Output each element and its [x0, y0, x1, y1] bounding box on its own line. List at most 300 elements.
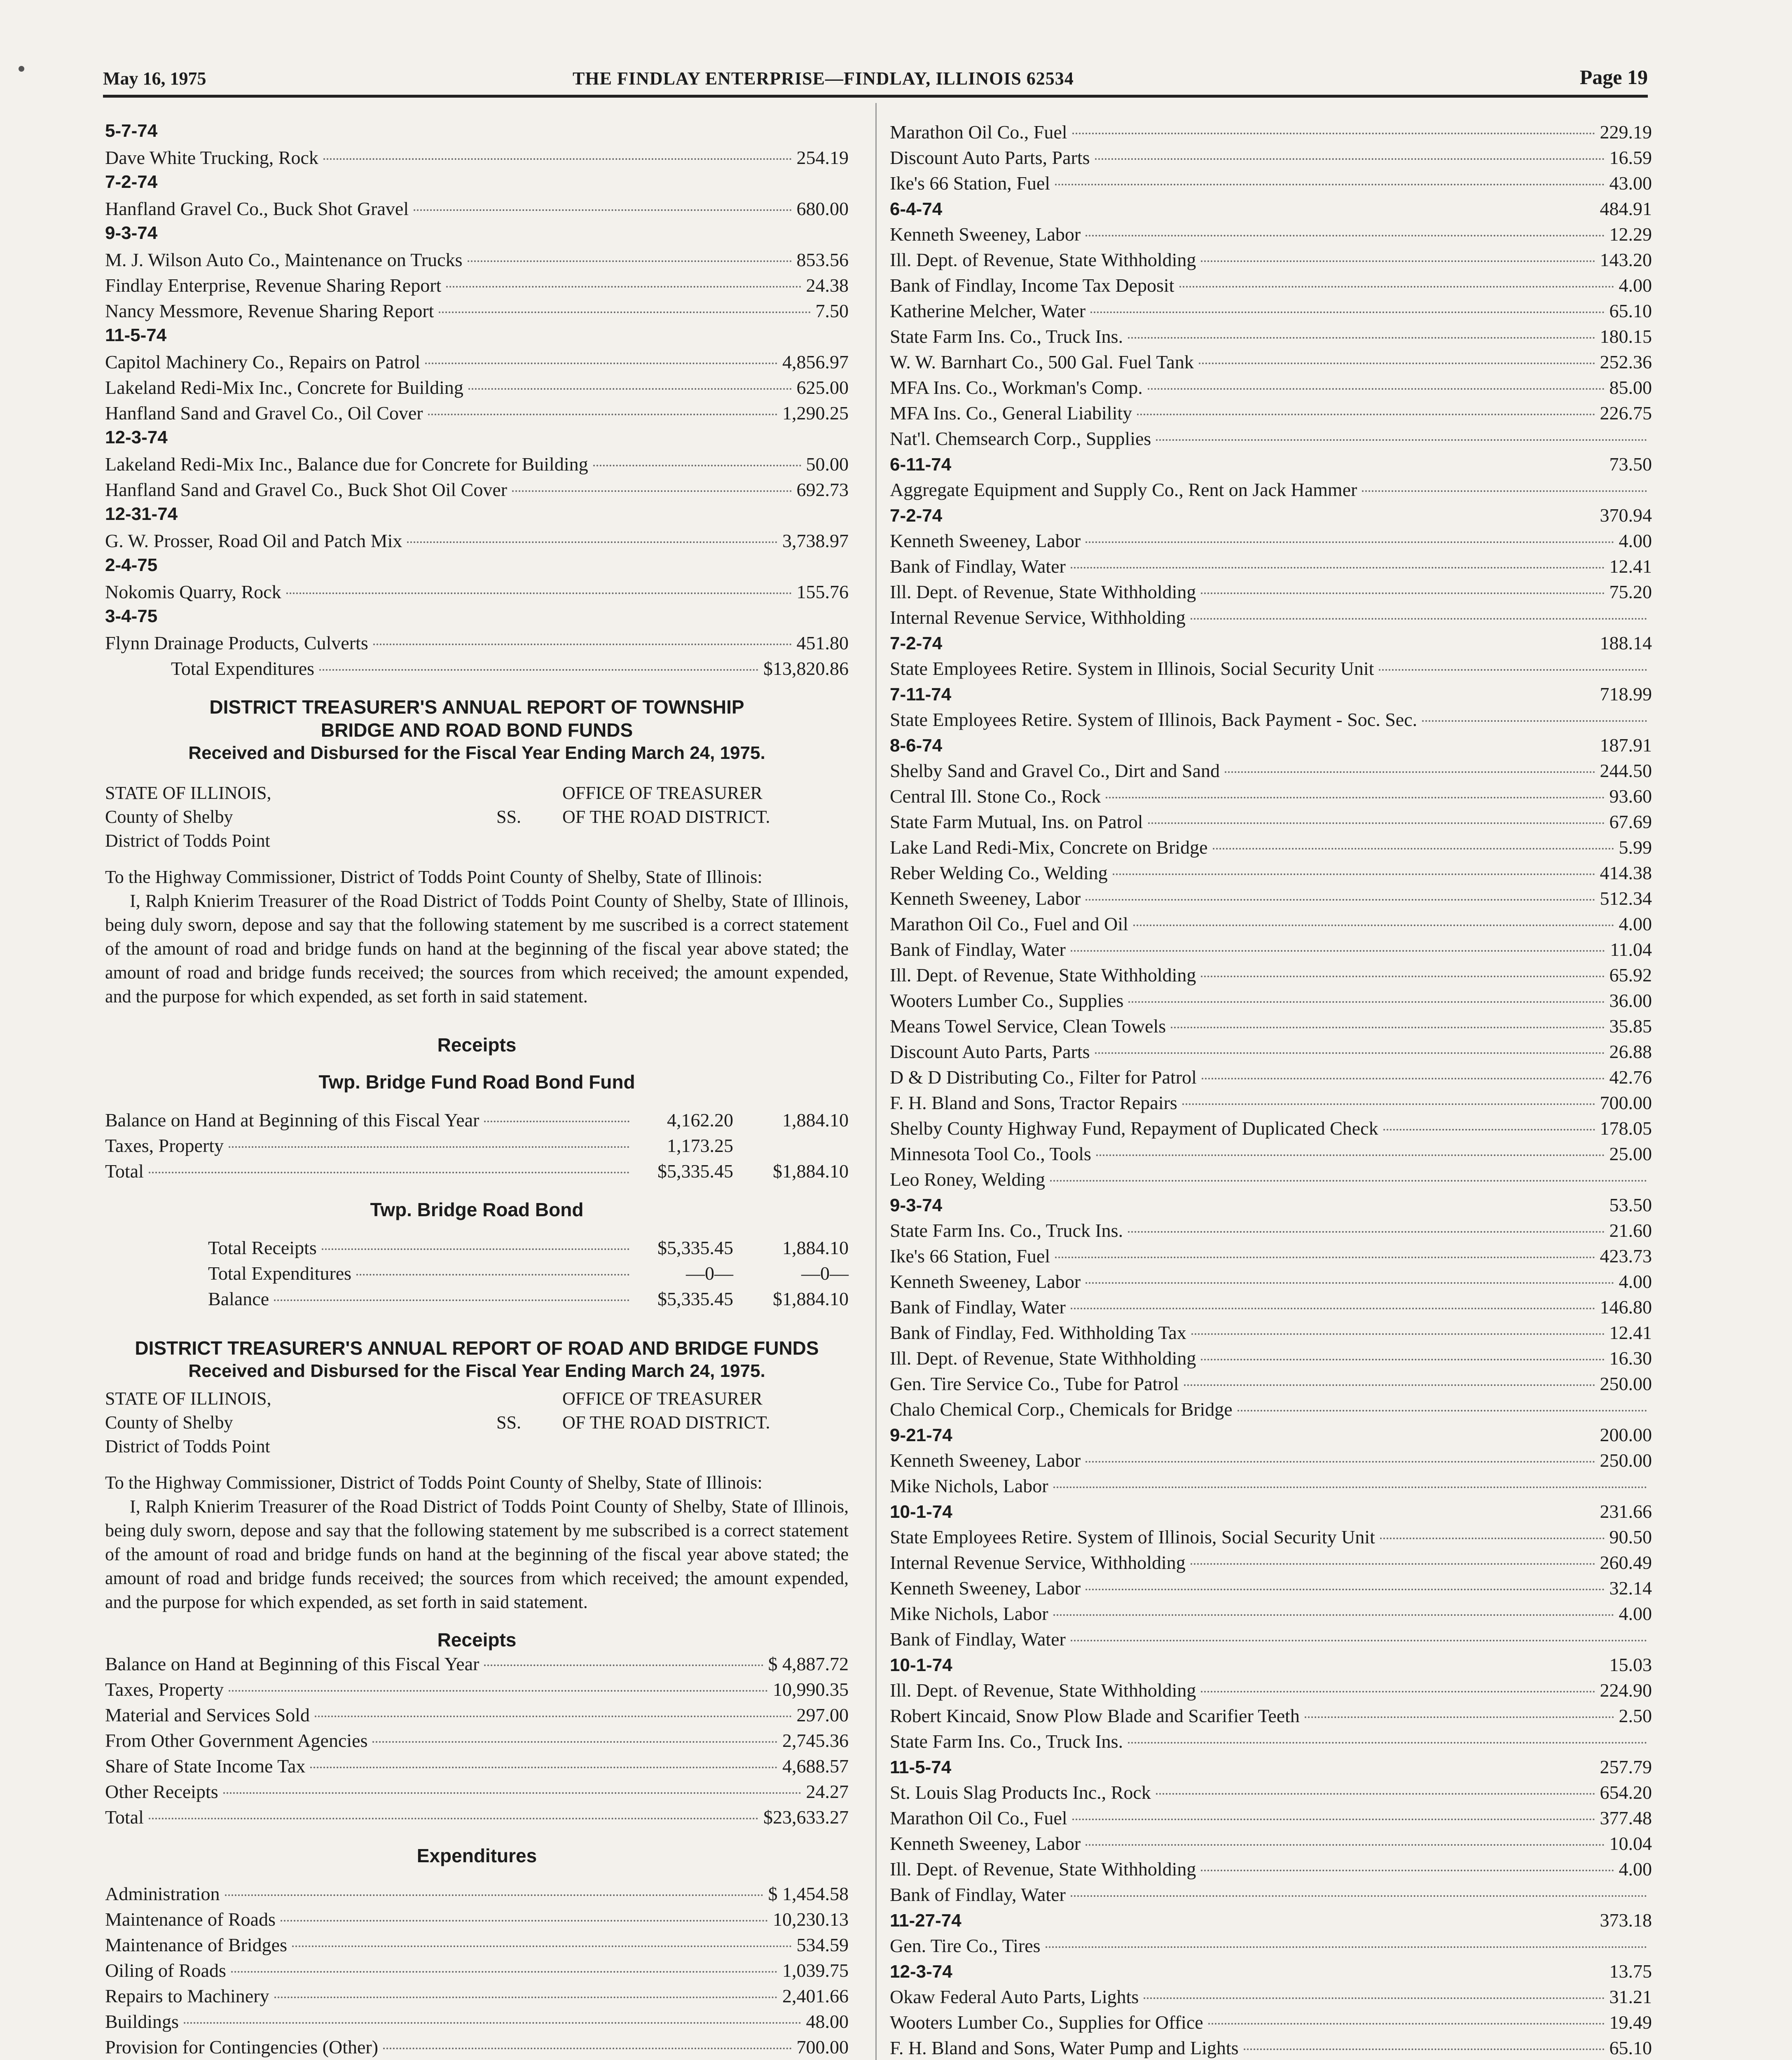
table-row [105, 1235, 849, 1261]
list-item [890, 579, 1652, 605]
row-label: Buildings [105, 2011, 179, 2032]
entry-amount: 680.00 [796, 198, 849, 219]
entry-label: Kenneth Sweeney, Labor [890, 1450, 1081, 1471]
entry-label: Marathon Oil Co., Fuel [890, 1807, 1067, 1828]
entry-label: Lakeland Redi-Mix Inc., Balance due for Concrete for Building [105, 454, 588, 475]
row-label: Maintenance of Bridges [105, 1934, 287, 1955]
row-label: Administration [105, 1883, 220, 1904]
entry-date: 11-5-74 [890, 1757, 952, 1777]
entry-amount: 16.30 [1609, 1348, 1652, 1369]
report-bond-funds [105, 695, 849, 1312]
entry-amount: 250.00 [1600, 1373, 1652, 1394]
list-item [890, 426, 1652, 452]
list-item [890, 1116, 1652, 1141]
row-label: From Other Government Agencies [105, 1730, 368, 1751]
entry-label: Internal Revenue Service, Withholding [890, 607, 1186, 628]
entry-label: Kenneth Sweeney, Labor [890, 530, 1081, 551]
entry-label: Dave White Trucking, Rock [105, 147, 318, 168]
county-line: County of Shelby [105, 1412, 233, 1433]
entry-label: Ill. Dept. of Revenue, State Withholding [890, 581, 1196, 602]
table-row [105, 2034, 849, 2060]
table-row [105, 1932, 849, 1958]
list-item [890, 1575, 1652, 1601]
list-item [105, 273, 849, 298]
total-amount: $13,820.86 [763, 658, 849, 679]
entry-label: Minnesota Tool Co., Tools [890, 1143, 1091, 1164]
entry-amount: 31.21 [1609, 1986, 1652, 2007]
entry-label: Nancy Messmore, Revenue Sharing Report [105, 300, 434, 321]
list-item [890, 1039, 1652, 1065]
report-title: DISTRICT TREASURER'S ANNUAL REPORT OF TOWNSHIP [209, 696, 744, 718]
receipts-heading: Receipts [437, 1034, 517, 1056]
entry-label: State Employees Retire. System in Illinois, Social Security Unit [890, 658, 1374, 679]
entry-amount: 26.88 [1609, 1041, 1652, 1062]
entry-amount: 718.99 [1600, 684, 1652, 705]
oath-paragraph: I, Ralph Knierim Treasurer of the Road District of Todds Point County of Shelby, State of Illinois, being duly sworn, depose and say that the following statement by me suscribed is a correct statement of the amount of road and bridge funds on hand at the beginning of the fiscal year above stated; the amount of road and bridge funds received; the sources from which received; the amount expended, and the purpose for which expended, as set forth in said statement. [105, 891, 849, 1007]
office-line-2: OF THE ROAD DISTRICT. [562, 1412, 770, 1433]
entry-amount: 19.49 [1609, 2012, 1652, 2033]
state-block [105, 781, 849, 853]
entry-label: Okaw Federal Auto Parts, Lights [890, 1986, 1139, 2007]
table-row [105, 1677, 849, 1702]
entry-label: Discount Auto Parts, Parts [890, 1041, 1090, 1062]
entry-amount: 73.50 [1609, 454, 1652, 475]
entry-amount: 25.00 [1609, 1143, 1652, 1164]
entry-date: 2-4-75 [105, 555, 158, 575]
list-item [105, 400, 849, 426]
entry-amount: 4,856.97 [782, 351, 849, 372]
bond-fund-amount: —0— [801, 1263, 849, 1284]
entry-label: Bank of Findlay, Income Tax Deposit [890, 275, 1174, 296]
list-item [890, 171, 1652, 196]
entry-amount: 231.66 [1600, 1501, 1652, 1522]
list-item [890, 1601, 1652, 1627]
entry-label: Flynn Drainage Products, Culverts [105, 632, 368, 653]
entry-amount: 3,738.97 [782, 530, 849, 551]
entry-date: 10-1-74 [890, 1655, 952, 1675]
state-block [105, 1387, 849, 1458]
bridge-fund-amount: $5,335.45 [657, 1161, 733, 1182]
table-row [105, 1753, 849, 1779]
entry-amount: 50.00 [806, 454, 849, 475]
date-row [890, 1908, 1652, 1933]
entry-label: F. H. Bland and Sons, Water Pump and Lights [890, 2037, 1239, 2058]
date-row [105, 605, 849, 630]
table-row [105, 1881, 849, 1907]
row-label: Total [105, 1161, 144, 1182]
table-row [105, 1651, 849, 1677]
list-item [890, 1065, 1652, 1090]
list-item [890, 707, 1652, 733]
row-amount: 1,039.75 [782, 1960, 849, 1981]
bond-receipts-table [105, 1107, 849, 1184]
entry-label: Bank of Findlay, Water [890, 556, 1066, 577]
row-label: Provision for Contingencies (Other) [105, 2037, 379, 2058]
left-total-row [105, 656, 849, 681]
list-item [890, 349, 1652, 375]
entry-amount: 200.00 [1600, 1424, 1652, 1445]
list-item [105, 247, 849, 273]
row-label: Total [105, 1807, 144, 1828]
list-item [890, 298, 1652, 324]
entry-amount: 93.60 [1609, 786, 1652, 807]
entry-label: Bank of Findlay, Water [890, 1297, 1066, 1318]
date-row [890, 1652, 1652, 1678]
report-subtitle: Received and Disbursed for the Fiscal Year Ending March 24, 1975. [188, 1361, 765, 1381]
entry-amount: 484.91 [1600, 198, 1652, 219]
list-item [890, 962, 1652, 988]
bridge-fund-amount: —0— [686, 1263, 733, 1284]
road-receipts-table [105, 1651, 849, 1830]
ss-mark: SS. [496, 1412, 521, 1433]
date-row [890, 196, 1652, 222]
entry-amount: 512.34 [1600, 888, 1652, 909]
expenditures-heading: Expenditures [416, 1845, 537, 1866]
entry-label: Marathon Oil Co., Fuel [890, 122, 1067, 143]
entry-label: Lake Land Redi-Mix, Concrete on Bridge [890, 837, 1208, 858]
entry-label: Ike's 66 Station, Fuel [890, 1245, 1050, 1266]
entry-amount: 260.49 [1600, 1552, 1652, 1573]
bond-fund-amount: $1,884.10 [773, 1288, 849, 1309]
expenditure-list-continued [105, 119, 849, 656]
list-item [890, 400, 1652, 426]
list-item [890, 145, 1652, 171]
road-expenditures-table [105, 1881, 849, 2060]
list-item [890, 119, 1652, 145]
entry-amount: 226.75 [1600, 403, 1652, 424]
entry-amount: 11.04 [1610, 939, 1652, 960]
list-item [890, 375, 1652, 400]
date-row [105, 503, 849, 528]
list-item [890, 1473, 1652, 1499]
row-amount: 2,401.66 [782, 1985, 849, 2006]
report-road-bridge-funds [105, 1337, 849, 2060]
entry-date: 3-4-75 [105, 606, 158, 626]
list-item [105, 375, 849, 400]
entry-label: Hanfland Sand and Gravel Co., Oil Cover [105, 403, 423, 424]
entry-label: Kenneth Sweeney, Labor [890, 1578, 1081, 1599]
row-label: Total Receipts [208, 1237, 317, 1258]
entry-label: Kenneth Sweeney, Labor [890, 1833, 1081, 1854]
entry-amount: 32.14 [1609, 1578, 1652, 1599]
row-label: Other Receipts [105, 1781, 218, 1802]
table-row [105, 1728, 849, 1753]
list-item [105, 630, 849, 656]
list-item [890, 2010, 1652, 2035]
entry-amount: 12.41 [1609, 1322, 1652, 1343]
date-row [890, 1422, 1652, 1448]
column-divider [875, 103, 877, 2060]
entry-label: Bank of Findlay, Water [890, 939, 1066, 960]
entry-amount: 85.00 [1609, 377, 1652, 398]
entry-amount: 250.00 [1600, 1450, 1652, 1471]
list-item [890, 222, 1652, 247]
table-row [105, 1958, 849, 1983]
row-label: Share of State Income Tax [105, 1756, 306, 1777]
entry-amount: 654.20 [1600, 1782, 1652, 1803]
list-item [890, 1856, 1652, 1882]
list-item [890, 1320, 1652, 1346]
entry-label: Bank of Findlay, Fed. Withholding Tax [890, 1322, 1186, 1343]
row-amount: 297.00 [796, 1704, 849, 1725]
row-amount: 10,230.13 [773, 1909, 849, 1930]
entry-amount: 4.00 [1619, 275, 1652, 296]
entry-amount: 229.19 [1600, 122, 1652, 143]
list-item [105, 349, 849, 375]
entry-label: Wooters Lumber Co., Supplies for Office [890, 2012, 1203, 2033]
table-row [105, 1107, 849, 1133]
entry-label: Marathon Oil Co., Fuel and Oil [890, 913, 1128, 934]
list-item [890, 1831, 1652, 1856]
entry-amount: 67.69 [1609, 811, 1652, 832]
entry-label: Findlay Enterprise, Revenue Sharing Report [105, 275, 442, 296]
list-item [890, 324, 1652, 349]
entry-date: 12-3-74 [105, 427, 168, 447]
entry-amount: 180.15 [1600, 326, 1652, 347]
entry-date: 11-27-74 [890, 1910, 962, 1931]
list-item [890, 1729, 1652, 1754]
right-column [890, 119, 1652, 2060]
date-row [890, 1754, 1652, 1780]
row-label: Taxes, Property [105, 1679, 224, 1700]
state-line: STATE OF ILLINOIS, [105, 1388, 271, 1409]
entry-amount: 370.94 [1600, 505, 1652, 526]
entry-amount: 451.80 [796, 632, 849, 653]
list-item [890, 273, 1652, 298]
list-item [890, 809, 1652, 835]
row-amount: $ 4,887.72 [768, 1653, 849, 1674]
row-amount: 10,990.35 [773, 1679, 849, 1700]
entry-label: Chalo Chemical Corp., Chemicals for Bridge [890, 1399, 1233, 1420]
entry-label: Capitol Machinery Co., Repairs on Patrol [105, 351, 421, 372]
ss-mark: SS. [496, 807, 521, 827]
row-amount: 2,745.36 [782, 1730, 849, 1751]
row-amount: 700.00 [796, 2037, 849, 2058]
entry-amount: 13.75 [1609, 1961, 1652, 1982]
entry-label: Shelby Sand and Gravel Co., Dirt and Sand [890, 760, 1220, 781]
oath-paragraph: I, Ralph Knierim Treasurer of the Road District of Todds Point County of Shelby, State of Illinois, being duly sworn, depose and say that the following statement by me subscribed is a correct statement of the amount of road and bridge funds on hand at the beginning of the fiscal year above stated; the amount of road and bridge funds received; the sources from which received; the amount expended, and the purpose for which expended, as set forth in said statement. [105, 1496, 849, 1612]
entry-label: Aggregate Equipment and Supply Co., Rent on Jack Hammer [890, 479, 1357, 500]
entry-label: Gen. Tire Service Co., Tube for Patrol [890, 1373, 1179, 1394]
total-label: Total Expenditures [171, 658, 315, 679]
entry-amount: 2.50 [1619, 1705, 1652, 1726]
report-title-line2: BRIDGE AND ROAD BOND FUNDS [321, 719, 633, 741]
list-item [890, 1678, 1652, 1703]
entry-amount: 15.03 [1609, 1654, 1652, 1675]
row-label: Maintenance of Roads [105, 1909, 276, 1930]
report-title: DISTRICT TREASURER'S ANNUAL REPORT OF ROAD AND BRIDGE FUNDS [135, 1337, 819, 1359]
address-paragraph: To the Highway Commissioner, District of Todds Point County of Shelby, State of Illinois: [105, 1472, 763, 1493]
entry-label: W. W. Barnhart Co., 500 Gal. Fuel Tank [890, 351, 1194, 372]
county-line: County of Shelby [105, 807, 233, 827]
entry-date: 12-3-74 [890, 1962, 952, 1982]
entry-label: Lakeland Redi-Mix Inc., Concrete for Building [105, 377, 463, 398]
receipts-heading: Receipts [437, 1629, 517, 1650]
entry-label: D & D Distributing Co., Filter for Patrol [890, 1067, 1197, 1088]
entry-label: Ike's 66 Station, Fuel [890, 173, 1050, 194]
entry-label: Nat'l. Chemsearch Corp., Supplies [890, 428, 1151, 449]
entry-amount: 257.79 [1600, 1756, 1652, 1777]
list-item [890, 1448, 1652, 1473]
entry-amount: 700.00 [1600, 1092, 1652, 1113]
list-item [890, 835, 1652, 860]
date-row [890, 630, 1652, 656]
entry-date: 10-1-74 [890, 1502, 952, 1522]
entry-label: Mike Nichols, Labor [890, 1603, 1048, 1624]
entry-amount: 178.05 [1600, 1118, 1652, 1139]
entry-amount: 4.00 [1619, 1859, 1652, 1880]
newspaper-name: THE FINDLAY ENTERPRISE—FINDLAY, ILLINOIS 62534 [573, 68, 1074, 89]
entry-date: 7-11-74 [890, 684, 952, 705]
row-label: Repairs to Machinery [105, 1985, 269, 2006]
entry-amount: 65.92 [1609, 964, 1652, 986]
list-item [105, 579, 849, 605]
fund-expenditures-list-continued [890, 119, 1652, 2060]
entry-label: Leo Roney, Welding [890, 1169, 1046, 1190]
state-line: STATE OF ILLINOIS, [105, 783, 271, 803]
list-item [890, 477, 1652, 503]
entry-label: G. W. Prosser, Road Oil and Patch Mix [105, 530, 402, 551]
row-label: Balance on Hand at Beginning of this Fiscal Year [105, 1653, 480, 1674]
entry-label: State Farm Mutual, Ins. on Patrol [890, 811, 1143, 832]
list-item [890, 758, 1652, 784]
entry-amount: 244.50 [1600, 760, 1652, 781]
entry-label: State Farm Ins. Co., Truck Ins. [890, 1220, 1123, 1241]
entry-label: Ill. Dept. of Revenue, State Withholding [890, 1680, 1196, 1701]
list-item [890, 886, 1652, 911]
entry-label: Hanfland Gravel Co., Buck Shot Gravel [105, 198, 409, 219]
list-item [890, 1882, 1652, 1908]
list-item [890, 554, 1652, 579]
row-amount: $ 1,454.58 [768, 1883, 849, 1904]
list-item [890, 860, 1652, 886]
bond-summary-table [105, 1235, 849, 1312]
entry-label: St. Louis Slag Products Inc., Rock [890, 1782, 1151, 1803]
bridge-fund-amount: $5,335.45 [657, 1237, 733, 1258]
bridge-fund-amount: 4,162.20 [667, 1110, 733, 1131]
entry-label: Ill. Dept. of Revenue, State Withholding [890, 1859, 1196, 1880]
entry-label: Central Ill. Stone Co., Rock [890, 786, 1101, 807]
district-line: District of Todds Point [105, 1436, 270, 1456]
entry-amount: 4.00 [1619, 1603, 1652, 1624]
office-line-2: OF THE ROAD DISTRICT. [562, 807, 770, 827]
list-item [890, 1141, 1652, 1167]
list-item [890, 605, 1652, 630]
entry-label: Ill. Dept. of Revenue, State Withholding [890, 1348, 1196, 1369]
bond-fund-amount: $1,884.10 [773, 1161, 849, 1182]
table-row [105, 1261, 849, 1286]
table-row [105, 2009, 849, 2034]
list-item [890, 656, 1652, 681]
row-label: Balance [208, 1288, 269, 1309]
entry-amount: 10.04 [1609, 1833, 1652, 1854]
date-row [890, 733, 1652, 758]
entry-amount: 155.76 [796, 581, 849, 602]
table-row [105, 1779, 849, 1805]
entry-amount: 12.41 [1609, 556, 1652, 577]
entry-amount: 143.20 [1600, 249, 1652, 270]
table-row [105, 1805, 849, 1830]
entry-label: Wooters Lumber Co., Supplies [890, 990, 1124, 1011]
entry-label: MFA Ins. Co., General Liability [890, 403, 1132, 424]
entry-amount: 12.29 [1609, 224, 1652, 245]
list-item [105, 477, 849, 503]
entry-amount: 24.38 [806, 275, 849, 296]
table-row [105, 1159, 849, 1184]
entry-amount: 377.48 [1600, 1807, 1652, 1828]
entry-amount: 625.00 [796, 377, 849, 398]
entry-label: Bank of Findlay, Water [890, 1884, 1066, 1905]
list-item [890, 784, 1652, 809]
row-amount: $23,633.27 [763, 1807, 849, 1828]
entry-date: 6-4-74 [890, 199, 943, 219]
list-item [890, 1014, 1652, 1039]
table-row [105, 1702, 849, 1728]
address-paragraph: To the Highway Commissioner, District of Todds Point County of Shelby, State of Illinois: [105, 867, 763, 887]
table-row [105, 1286, 849, 1312]
entry-amount: 65.10 [1609, 300, 1652, 321]
list-item [890, 1524, 1652, 1550]
entry-label: Shelby County Highway Fund, Repayment of Duplicated Check [890, 1118, 1378, 1139]
row-amount: 4,688.57 [782, 1756, 849, 1777]
entry-amount: 187.91 [1600, 735, 1652, 756]
row-label: Material and Services Sold [105, 1704, 310, 1725]
entry-date: 12-31-74 [105, 504, 178, 524]
entry-label: State Employees Retire. System of Illinois, Back Payment - Soc. Sec. [890, 709, 1418, 730]
list-item [890, 1295, 1652, 1320]
left-column [105, 119, 849, 2060]
entry-label: Hanfland Sand and Gravel Co., Buck Shot Oil Cover [105, 479, 508, 500]
entry-amount: 42.76 [1609, 1067, 1652, 1088]
entry-amount: 414.38 [1600, 862, 1652, 883]
entry-amount: 5.99 [1619, 837, 1652, 858]
margin-stamp [1705, 412, 1734, 733]
list-item [105, 452, 849, 477]
page-number: Page 19 [1579, 66, 1648, 89]
date-row [890, 681, 1652, 707]
entry-amount: 853.56 [796, 249, 849, 270]
list-item [890, 1984, 1652, 2010]
entry-label: Ill. Dept. of Revenue, State Withholding [890, 249, 1196, 270]
entry-label: Means Towel Service, Clean Towels [890, 1016, 1166, 1037]
bond-fund-amount: 1,884.10 [782, 1110, 849, 1131]
date-row [890, 1192, 1652, 1218]
entry-date: 8-6-74 [890, 735, 943, 756]
entry-label: Robert Kincaid, Snow Plow Blade and Scarifier Teeth [890, 1705, 1300, 1726]
list-item [105, 145, 849, 171]
fund-heading: Twp. Bridge Fund Road Bond Fund [318, 1071, 635, 1093]
entry-amount: 1,290.25 [782, 403, 849, 424]
row-amount: 534.59 [796, 1934, 849, 1955]
row-label: Oiling of Roads [105, 1960, 226, 1981]
entry-label: Gen. Tire Co., Tires [890, 1935, 1041, 1956]
entry-label: Discount Auto Parts, Parts [890, 147, 1090, 168]
entry-amount: 4.00 [1619, 1271, 1652, 1292]
entry-label: Bank of Findlay, Water [890, 1629, 1066, 1650]
entry-amount: 4.00 [1619, 913, 1652, 934]
row-amount: 48.00 [806, 2011, 849, 2032]
entry-amount: 35.85 [1609, 1016, 1652, 1037]
list-item [890, 1346, 1652, 1371]
list-item [890, 1371, 1652, 1397]
list-item [890, 1397, 1652, 1422]
list-item [890, 1780, 1652, 1805]
list-item [890, 1090, 1652, 1116]
entry-label: Internal Revenue Service, Withholding [890, 1552, 1186, 1573]
entry-amount: 90.50 [1609, 1526, 1652, 1547]
entry-label: Ill. Dept. of Revenue, State Withholding [890, 964, 1196, 986]
row-label: Balance on Hand at Beginning of this Fiscal Year [105, 1110, 480, 1131]
